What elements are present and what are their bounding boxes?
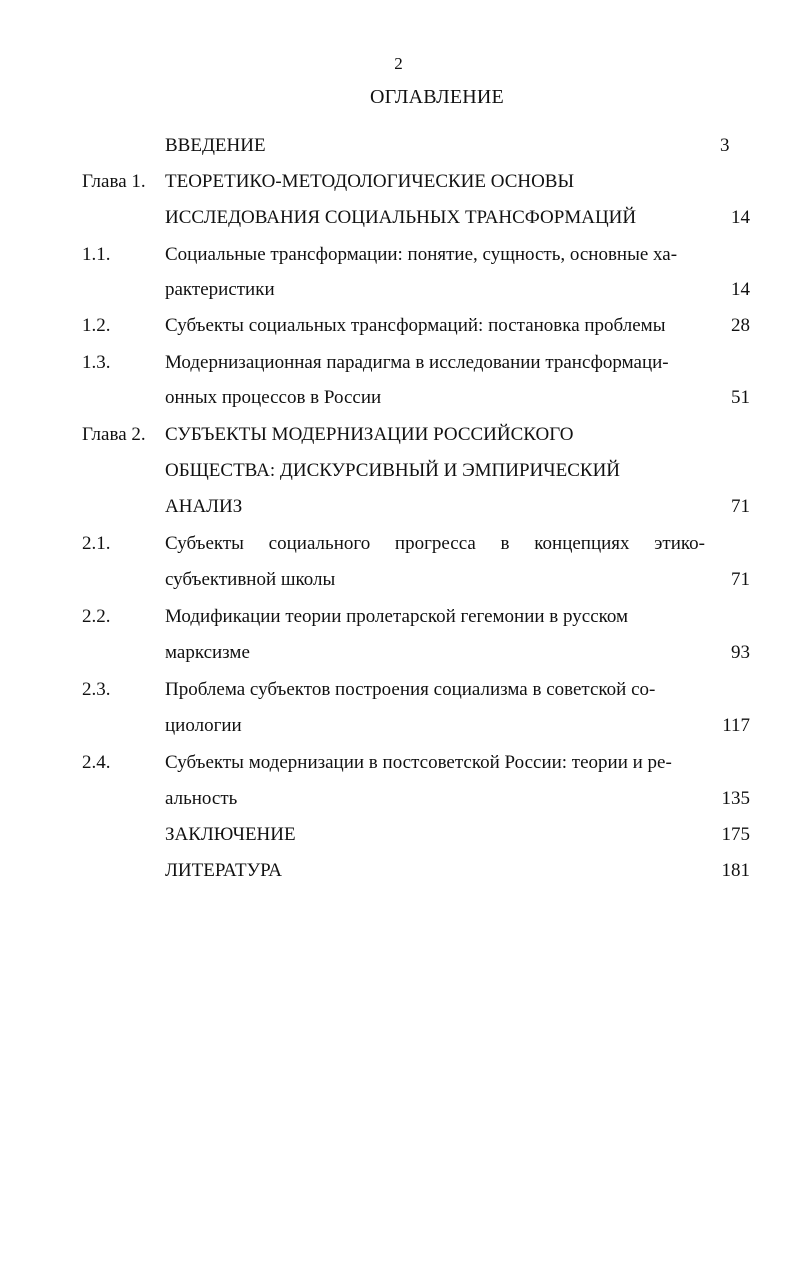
toc-section-title-line: Социальные трансформации: понятие, сущность, основные ха- — [165, 244, 678, 265]
toc-page-number: 117 — [722, 715, 750, 736]
toc-section-number: 1.2. — [82, 315, 111, 336]
toc-section-title-line: альность — [165, 788, 238, 809]
toc-page-number: 14 — [731, 279, 750, 300]
toc-section-title-line: циологии — [165, 715, 242, 736]
toc-section-title-line: Проблема субъектов построения социализма в советской со- — [165, 679, 656, 700]
toc-section-title-line: марксизме — [165, 642, 250, 663]
toc-chapter-title-line: СУБЪЕКТЫ МОДЕРНИЗАЦИИ РОССИЙСКОГО — [165, 424, 574, 445]
toc-title: ОГЛАВЛЕНИЕ — [370, 86, 504, 108]
toc-section-title-line: Субъекты модернизации в постсоветской России: теории и ре- — [165, 752, 672, 773]
toc-chapter-number: Глава 2. — [82, 424, 146, 445]
toc-page-number: 3 — [720, 135, 730, 156]
toc-page-number: 181 — [721, 860, 750, 881]
toc-section-number: 1.3. — [82, 352, 111, 373]
toc-page-number: 28 — [731, 315, 750, 336]
toc-section-number: 2.2. — [82, 606, 111, 627]
toc-chapter-number: Глава 1. — [82, 171, 146, 192]
toc-entry-bibliography: ЛИТЕРАТУРА — [165, 860, 282, 881]
toc-entry-introduction: ВВЕДЕНИЕ — [165, 135, 266, 156]
toc-chapter-title-line: ИССЛЕДОВАНИЯ СОЦИАЛЬНЫХ ТРАНСФОРМАЦИЙ — [165, 207, 637, 228]
toc-section-number: 2.3. — [82, 679, 111, 700]
toc-section-title-line: субъективной школы — [165, 569, 336, 590]
toc-entry-conclusion: ЗАКЛЮЧЕНИЕ — [165, 824, 296, 845]
toc-page-number: 135 — [721, 788, 750, 809]
toc-chapter-title-line: ТЕОРЕТИКО-МЕТОДОЛОГИЧЕСКИЕ ОСНОВЫ — [165, 171, 575, 192]
toc-section-number: 2.4. — [82, 752, 111, 773]
toc-page-number: 71 — [731, 496, 750, 517]
toc-page-number: 14 — [731, 207, 750, 228]
toc-chapter-title-line: ОБЩЕСТВА: ДИСКУРСИВНЫЙ И ЭМПИРИЧЕСКИЙ — [165, 460, 621, 481]
page-number: 2 — [394, 54, 403, 73]
toc-page-number: 71 — [731, 569, 750, 590]
toc-section-title-line: рактеристики — [165, 279, 275, 300]
toc-section-title-line: Модификации теории пролетарской гегемонии в русском — [165, 606, 629, 627]
toc-page-number: 51 — [731, 387, 750, 408]
toc-section-title-line: Модернизационная парадигма в исследовании трансформаци- — [165, 352, 669, 373]
toc-page-number: 93 — [731, 642, 750, 663]
toc-page-number: 175 — [721, 824, 750, 845]
toc-section-number: 2.1. — [82, 533, 111, 554]
toc-section-number: 1.1. — [82, 244, 111, 265]
toc-section-title-line: онных процессов в России — [165, 387, 382, 408]
toc-chapter-title-line: АНАЛИЗ — [165, 496, 243, 517]
toc-section-title-line: Субъекты социального прогресса в концепциях этико- — [165, 533, 705, 554]
toc-section-title-line: Субъекты социальных трансформаций: постановка проблемы — [165, 315, 666, 336]
